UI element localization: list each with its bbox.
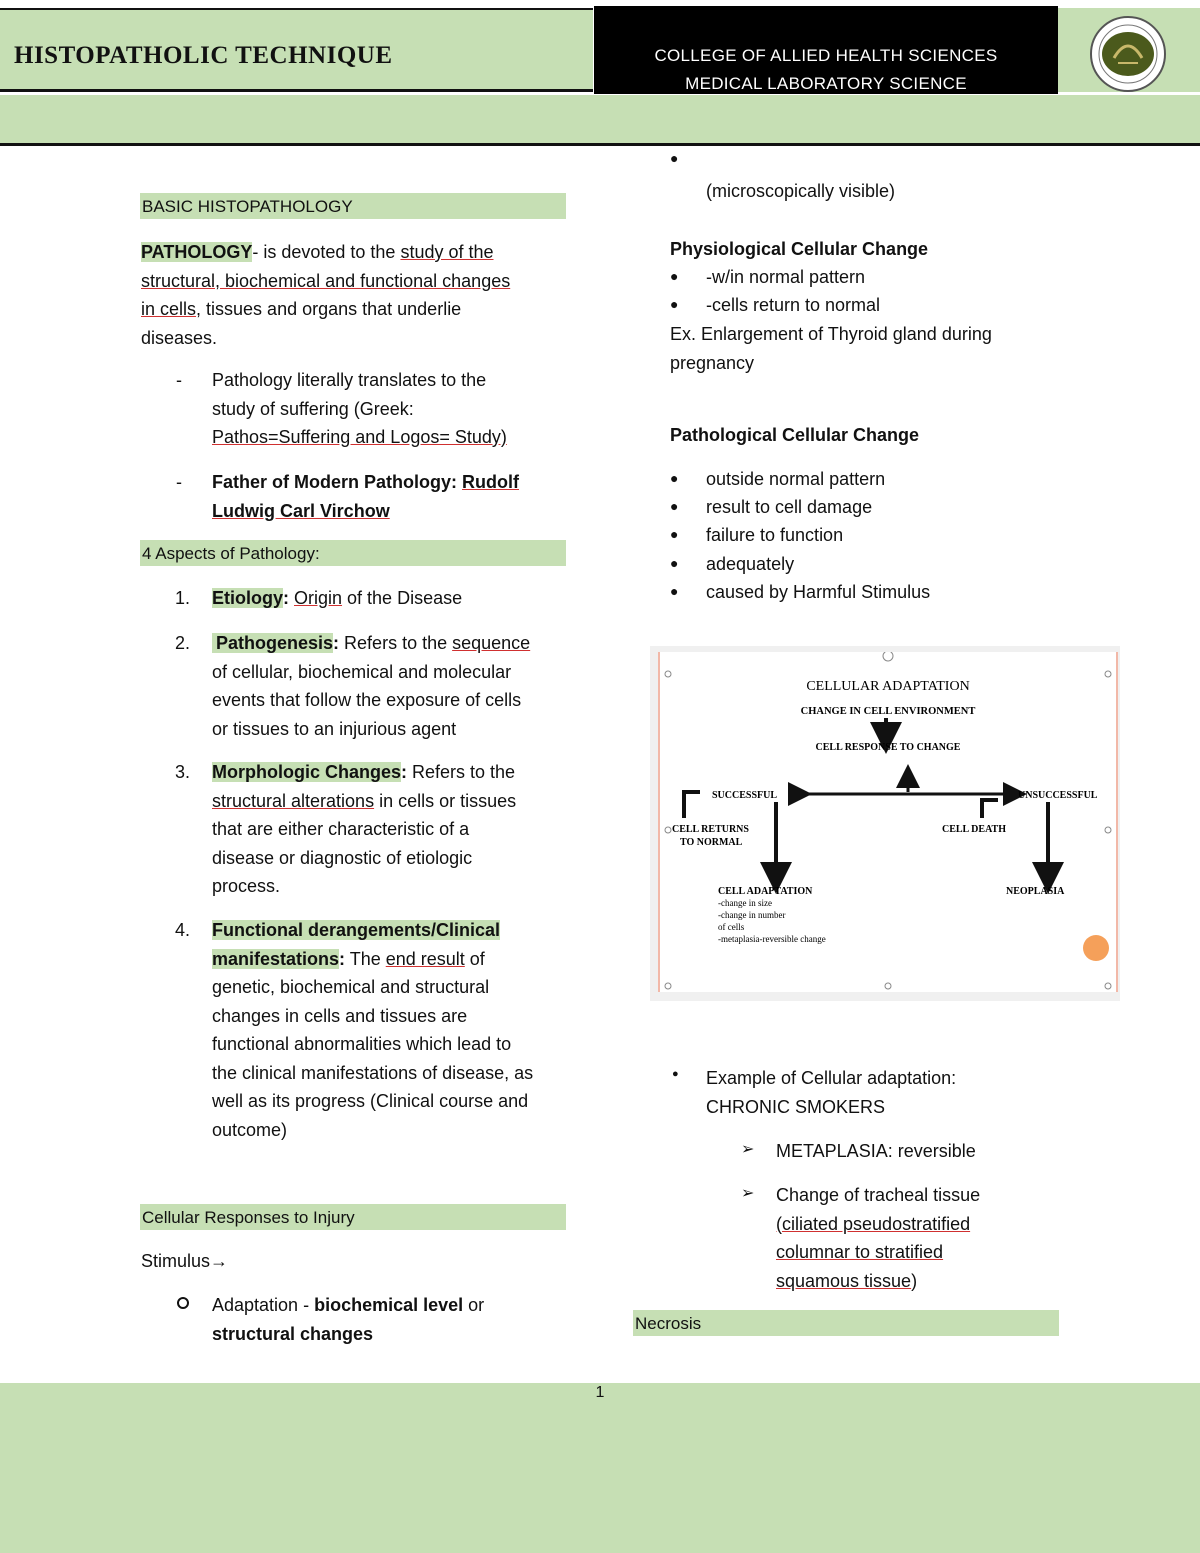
adaptation-text: Adaptation - biochemical level or structural changes bbox=[212, 1295, 485, 1344]
physiological-heading: Physiological Cellular Change bbox=[670, 239, 929, 259]
section-necrosis: Necrosis bbox=[633, 1310, 1059, 1336]
metaplasia-text: METAPLASIA: reversible bbox=[776, 1141, 976, 1161]
page-number: 1 bbox=[595, 1384, 605, 1401]
cellular-adaptation-diagram bbox=[650, 646, 1120, 1001]
physio-example: Ex. Enlargement of Thyroid gland during pregnancy bbox=[670, 324, 992, 373]
diagram-title: CELLULAR ADAPTATION bbox=[806, 679, 970, 694]
section-basic-histopathology: BASIC HISTOPATHOLOGY bbox=[140, 193, 566, 219]
svg-text:CELL RETURNS: CELL RETURNS bbox=[672, 824, 749, 835]
svg-text:-change in size: -change in size bbox=[718, 898, 772, 908]
pathology-definition: PATHOLOGY- is devoted to the study of the structural, biochemical and functional changes in cells, tissues and organs that underlie diseases. bbox=[141, 242, 511, 348]
section-aspects: 4 Aspects of Pathology: bbox=[140, 540, 566, 566]
pathology-term: PATHOLOGY bbox=[141, 242, 253, 262]
svg-text:of cells: of cells bbox=[718, 922, 745, 932]
microscopically-visible: (microscopically visible) bbox=[706, 181, 896, 201]
bullet-icon: ● bbox=[670, 150, 679, 166]
svg-text:CELL ADAPTATION: CELL ADAPTATION bbox=[718, 886, 813, 897]
cellular-adaptation-example: Example of Cellular adaptation: CHRONIC SMOKERS bbox=[706, 1068, 957, 1117]
university-logo bbox=[1058, 8, 1200, 92]
svg-text:CELL DEATH: CELL DEATH bbox=[942, 824, 1006, 835]
pathology-translation-note: Pathology literally translates to the study of suffering (Greek: Pathos=Suffering and Logos= Study) bbox=[212, 370, 507, 447]
rotate-handle-icon bbox=[883, 652, 893, 661]
orange-dot-icon bbox=[1083, 935, 1109, 961]
tracheal-tissue-change: Change of tracheal tissue (ciliated pseudostratified columnar to stratified squamous tissue) bbox=[776, 1185, 981, 1291]
svg-text:SUCCESSFUL: SUCCESSFUL bbox=[712, 790, 778, 801]
bullet-icon: ● bbox=[670, 268, 679, 284]
pathological-heading: Pathological Cellular Change bbox=[670, 425, 920, 445]
father-of-pathology: Father of Modern Pathology: Rudolf Ludwig Carl Virchow bbox=[212, 472, 519, 521]
header-college-box bbox=[594, 6, 1058, 94]
svg-text:TO NORMAL: TO NORMAL bbox=[680, 837, 743, 848]
aspect-morphologic-changes: Morphologic Changes: Refers to the structural alterations in cells or tissues that are either characteristic of a disease or diagnostic of etiologic process. bbox=[212, 762, 517, 896]
svg-text:CELL RESPONSE TO CHANGE: CELL RESPONSE TO CHANGE bbox=[815, 742, 961, 753]
footer-band bbox=[0, 1383, 1200, 1553]
document-title: HISTOPATHOLIC TECHNIQUE bbox=[14, 42, 393, 69]
svg-text:-metaplasia-reversible change: -metaplasia-reversible change bbox=[718, 934, 826, 944]
header-band bbox=[0, 95, 1200, 146]
circle-bullet-icon bbox=[177, 1297, 189, 1309]
svg-text:NEOPLASIA: NEOPLASIA bbox=[1006, 886, 1065, 897]
svg-text:CHANGE IN CELL ENVIRONMENT: CHANGE IN CELL ENVIRONMENT bbox=[800, 706, 976, 717]
stimulus-text: Stimulus→ bbox=[141, 1251, 229, 1271]
arrow-bullet-icon: ➢ bbox=[741, 1141, 755, 1158]
svg-text:-change in number: -change in number bbox=[718, 910, 786, 920]
aspect-etiology: Etiology: Origin of the Disease bbox=[212, 588, 463, 608]
bullet-icon: ● bbox=[670, 296, 679, 312]
svg-text:UNSUCCESSFUL: UNSUCCESSFUL bbox=[1018, 790, 1098, 801]
section-cellular-responses: Cellular Responses to Injury bbox=[140, 1204, 566, 1230]
program-name: MEDICAL LABORATORY SCIENCE bbox=[685, 74, 967, 93]
college-name: COLLEGE OF ALLIED HEALTH SCIENCES bbox=[654, 46, 998, 65]
aspect-pathogenesis: Pathogenesis: Refers to the sequence of cellular, biochemical and molecular events that follow the exposure of cells or tissues to an injurious agent bbox=[212, 633, 531, 739]
arrow-bullet-icon: ➢ bbox=[741, 1185, 755, 1202]
aspect-functional-derangements: Functional derangements/Clinical manifestations: The end result of genetic, biochemical and structural changes in cells and tissues are functional abnormalities which lead to the clinical manifestations of disease, as well as its progress (Clinical course and outcome) bbox=[212, 920, 534, 1140]
